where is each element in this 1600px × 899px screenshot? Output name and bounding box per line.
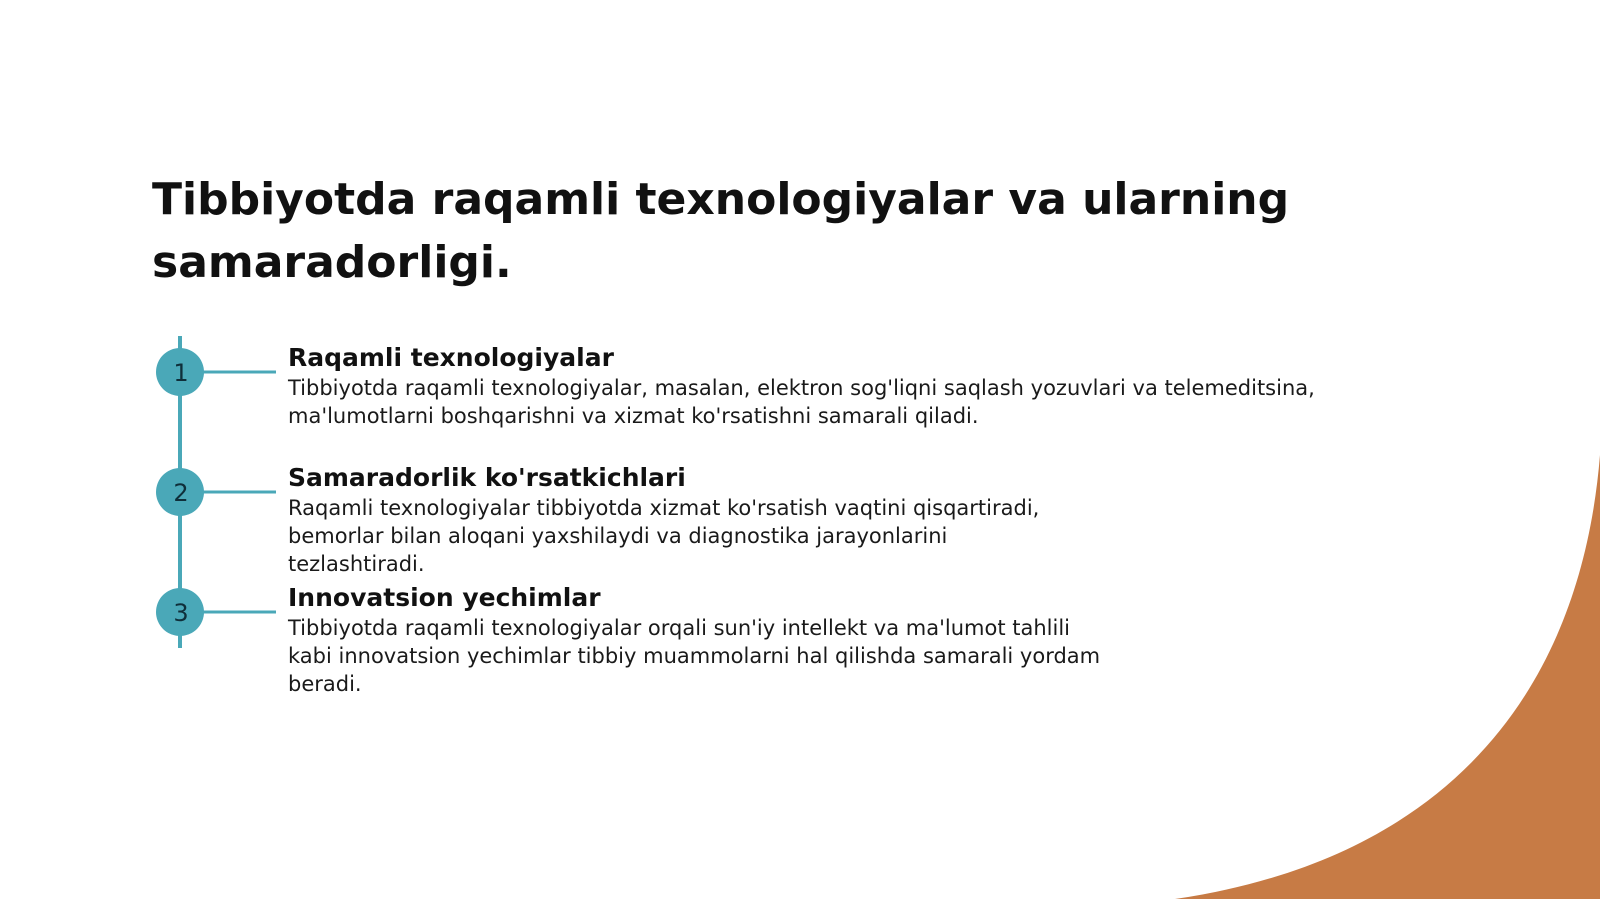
item-text-3: Tibbiyotda raqamli texnologiyalar orqali sun'iy intellekt va ma'lumot tahlili kabi innovatsion yechimlar tibbiy muammolarni hal qilishda samarali yordam beradi. <box>288 616 1101 696</box>
item-heading-1: Raqamli texnologiyalar <box>288 343 614 372</box>
item-text-2: Raqamli texnologiyalar tibbiyotda xizmat ko'rsatish vaqtini qisqartiradi, bemorlar bilan aloqani yaxshilaydi va diagnostika jarayonlarini tezlashtiradi. <box>288 496 1040 576</box>
item-heading-2: Samaradorlik ko'rsatkichlari <box>288 463 686 492</box>
step-number-1: 1 <box>173 359 189 387</box>
item-text-1: Tibbiyotda raqamli texnologiyalar, masalan, elektron sog'liqni saqlash yozuvlari va telemeditsina, ma'lumotlarni boshqarishni va xizmat ko'rsatishni samarali qiladi. <box>288 376 1315 428</box>
timeline-item-2 <box>288 462 1368 578</box>
step-number-2: 2 <box>173 479 189 507</box>
slide-title: Tibbiyotda raqamli texnologiyalar va ularning samaradorligi. <box>152 174 1290 288</box>
timeline-item-1 <box>288 342 1368 430</box>
item-heading-3: Innovatsion yechimlar <box>288 583 601 612</box>
timeline-item-3 <box>288 582 1368 698</box>
step-number-3: 3 <box>173 599 189 627</box>
